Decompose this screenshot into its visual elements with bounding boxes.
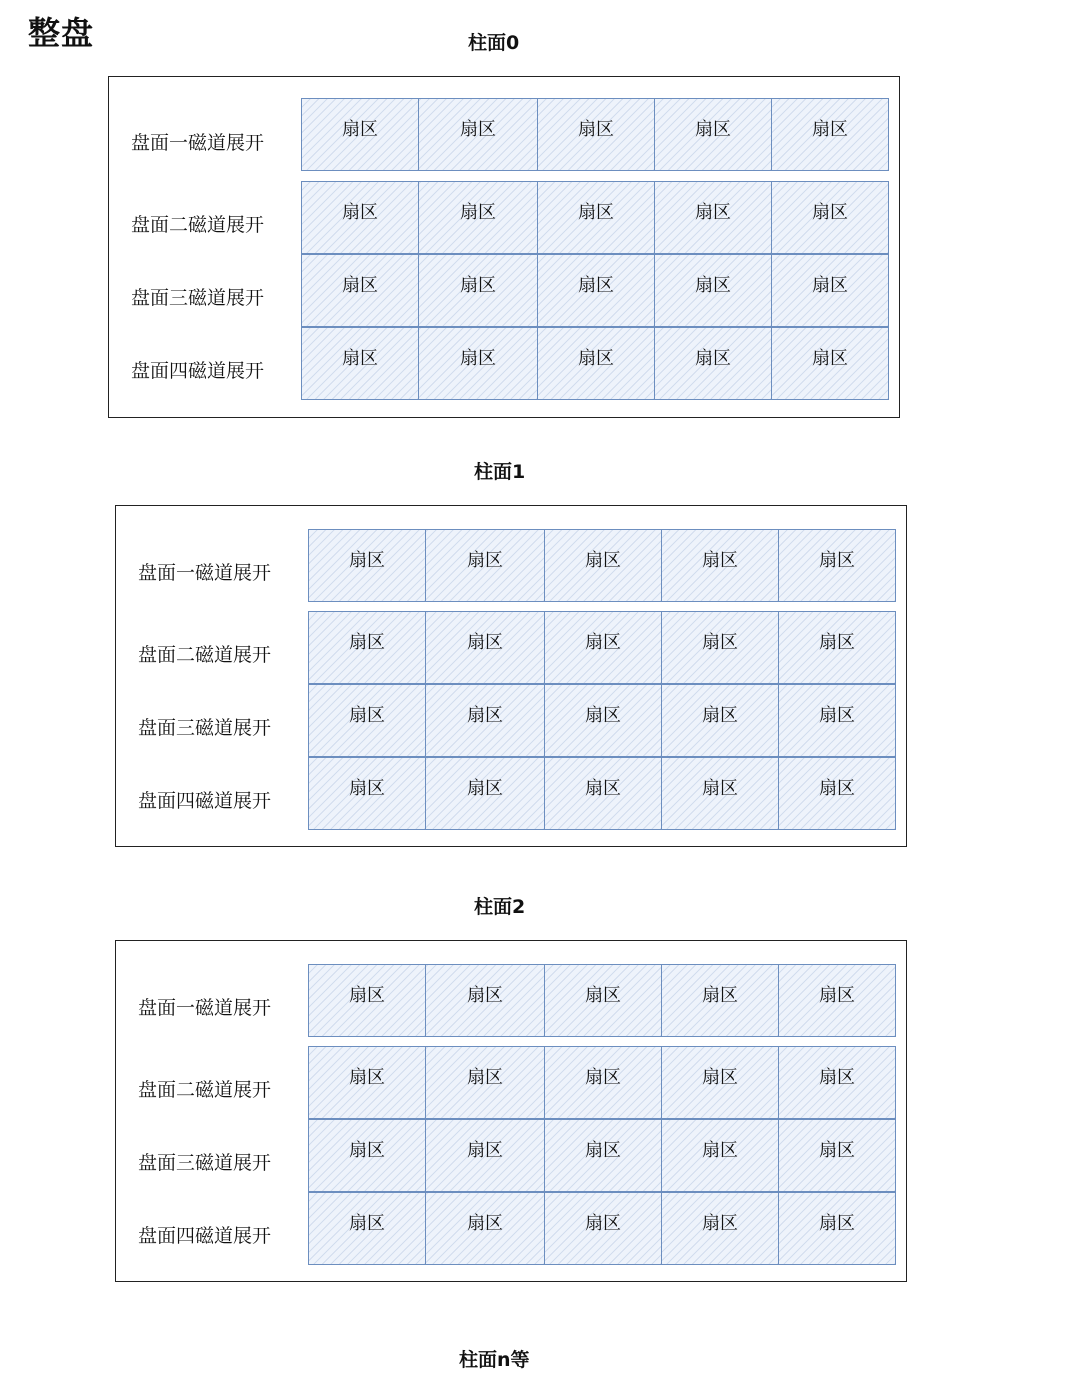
sector-cell <box>425 684 545 757</box>
cylinder-1-track-0-label: 盘面一磁道展开 <box>138 562 272 584</box>
sector-cell <box>308 611 426 684</box>
sector-cell <box>418 181 538 254</box>
sector-label: 扇区 <box>349 632 385 653</box>
cylinder-0-title: 柱面0 <box>468 32 520 54</box>
sector-cell <box>661 529 779 602</box>
sector-cell <box>544 529 662 602</box>
sector-cell <box>654 327 772 400</box>
sector-cell <box>544 1046 662 1119</box>
page-title: 整盘 <box>28 14 95 52</box>
cylinder-0-track-0-label: 盘面一磁道展开 <box>131 132 265 154</box>
sector-cell <box>425 757 545 830</box>
sector-label: 扇区 <box>349 1067 385 1088</box>
sector-cell <box>654 181 772 254</box>
sector-label: 扇区 <box>342 275 378 296</box>
sector-cell <box>778 529 896 602</box>
sector-label: 扇区 <box>819 1213 855 1234</box>
sector-cell <box>308 684 426 757</box>
sector-cell <box>544 964 662 1037</box>
sector-cell <box>308 529 426 602</box>
cylinder-1-track-3-label: 盘面四磁道展开 <box>138 790 272 812</box>
sector-label: 扇区 <box>585 632 621 653</box>
sector-label: 扇区 <box>702 1067 738 1088</box>
sector-cell <box>778 964 896 1037</box>
sector-label: 扇区 <box>578 275 614 296</box>
sector-label: 扇区 <box>695 202 731 223</box>
sector-cell <box>771 181 889 254</box>
sector-label: 扇区 <box>812 202 848 223</box>
sector-cell <box>654 254 772 327</box>
sector-cell <box>661 684 779 757</box>
sector-label: 扇区 <box>349 985 385 1006</box>
sector-cell <box>654 98 772 171</box>
sector-label: 扇区 <box>349 778 385 799</box>
sector-cell <box>661 757 779 830</box>
sector-cell <box>544 1119 662 1192</box>
sector-label: 扇区 <box>460 202 496 223</box>
sector-cell <box>778 1046 896 1119</box>
sector-label: 扇区 <box>819 1067 855 1088</box>
sector-cell <box>537 98 655 171</box>
sector-cell <box>771 98 889 171</box>
sector-label: 扇区 <box>695 348 731 369</box>
cylinder-2-track-3-label: 盘面四磁道展开 <box>138 1225 272 1247</box>
sector-label: 扇区 <box>467 550 503 571</box>
sector-cell <box>778 1192 896 1265</box>
sector-cell <box>778 684 896 757</box>
sector-label: 扇区 <box>585 705 621 726</box>
sector-cell <box>661 611 779 684</box>
sector-cell <box>308 1192 426 1265</box>
sector-cell <box>425 529 545 602</box>
sector-cell <box>418 98 538 171</box>
sector-label: 扇区 <box>702 550 738 571</box>
sector-label: 扇区 <box>702 632 738 653</box>
sector-cell <box>301 98 419 171</box>
sector-cell <box>308 1119 426 1192</box>
sector-label: 扇区 <box>349 1213 385 1234</box>
cylinder-0-track-2-label: 盘面三磁道展开 <box>131 287 265 309</box>
sector-label: 扇区 <box>819 550 855 571</box>
sector-label: 扇区 <box>585 1140 621 1161</box>
sector-label: 扇区 <box>819 705 855 726</box>
sector-label: 扇区 <box>702 1140 738 1161</box>
cylinder-0-track-3-label: 盘面四磁道展开 <box>131 360 265 382</box>
sector-label: 扇区 <box>349 1140 385 1161</box>
sector-label: 扇区 <box>467 1140 503 1161</box>
sector-label: 扇区 <box>702 1213 738 1234</box>
sector-label: 扇区 <box>460 119 496 140</box>
sector-cell <box>301 254 419 327</box>
sector-cell <box>425 964 545 1037</box>
sector-cell <box>661 1119 779 1192</box>
sector-label: 扇区 <box>585 985 621 1006</box>
sector-cell <box>537 327 655 400</box>
sector-cell <box>661 1192 779 1265</box>
sector-cell <box>537 254 655 327</box>
sector-label: 扇区 <box>702 705 738 726</box>
sector-cell <box>537 181 655 254</box>
sector-label: 扇区 <box>702 778 738 799</box>
sector-cell <box>771 327 889 400</box>
sector-cell <box>301 327 419 400</box>
sector-cell <box>771 254 889 327</box>
sector-label: 扇区 <box>467 778 503 799</box>
sector-cell <box>425 1192 545 1265</box>
sector-cell <box>425 1119 545 1192</box>
cylinder-1-track-2-label: 盘面三磁道展开 <box>138 717 272 739</box>
sector-cell <box>544 757 662 830</box>
sector-label: 扇区 <box>467 705 503 726</box>
sector-label: 扇区 <box>819 778 855 799</box>
sector-label: 扇区 <box>812 275 848 296</box>
sector-label: 扇区 <box>812 348 848 369</box>
cylinder-2-track-0-label: 盘面一磁道展开 <box>138 997 272 1019</box>
sector-cell <box>301 181 419 254</box>
sector-cell <box>661 964 779 1037</box>
sector-label: 扇区 <box>460 275 496 296</box>
sector-cell <box>308 1046 426 1119</box>
sector-label: 扇区 <box>585 778 621 799</box>
sector-cell <box>418 327 538 400</box>
sector-label: 扇区 <box>695 119 731 140</box>
sector-label: 扇区 <box>460 348 496 369</box>
sector-cell <box>308 757 426 830</box>
sector-label: 扇区 <box>695 275 731 296</box>
cylinder-2-track-2-label: 盘面三磁道展开 <box>138 1152 272 1174</box>
sector-label: 扇区 <box>585 1213 621 1234</box>
sector-label: 扇区 <box>578 202 614 223</box>
footer-label: 柱面n等 <box>459 1349 530 1371</box>
sector-cell <box>425 1046 545 1119</box>
sector-label: 扇区 <box>467 1067 503 1088</box>
sector-cell <box>778 611 896 684</box>
sector-cell <box>778 757 896 830</box>
sector-cell <box>425 611 545 684</box>
sector-label: 扇区 <box>578 119 614 140</box>
sector-label: 扇区 <box>819 632 855 653</box>
sector-cell <box>661 1046 779 1119</box>
sector-label: 扇区 <box>585 550 621 571</box>
sector-label: 扇区 <box>342 202 378 223</box>
cylinder-0-track-1-label: 盘面二磁道展开 <box>131 214 265 236</box>
sector-cell <box>308 964 426 1037</box>
sector-cell <box>544 684 662 757</box>
sector-label: 扇区 <box>349 705 385 726</box>
cylinder-2-track-1-label: 盘面二磁道展开 <box>138 1079 272 1101</box>
sector-label: 扇区 <box>467 632 503 653</box>
sector-label: 扇区 <box>585 1067 621 1088</box>
cylinder-1-track-1-label: 盘面二磁道展开 <box>138 644 272 666</box>
cylinder-2-title: 柱面2 <box>474 896 526 918</box>
sector-label: 扇区 <box>342 348 378 369</box>
sector-label: 扇区 <box>342 119 378 140</box>
sector-label: 扇区 <box>349 550 385 571</box>
sector-label: 扇区 <box>578 348 614 369</box>
sector-label: 扇区 <box>819 1140 855 1161</box>
sector-label: 扇区 <box>702 985 738 1006</box>
sector-cell <box>778 1119 896 1192</box>
sector-label: 扇区 <box>467 1213 503 1234</box>
cylinder-1-title: 柱面1 <box>474 461 526 483</box>
sector-cell <box>544 1192 662 1265</box>
sector-label: 扇区 <box>812 119 848 140</box>
sector-label: 扇区 <box>819 985 855 1006</box>
sector-cell <box>544 611 662 684</box>
sector-label: 扇区 <box>467 985 503 1006</box>
sector-cell <box>418 254 538 327</box>
